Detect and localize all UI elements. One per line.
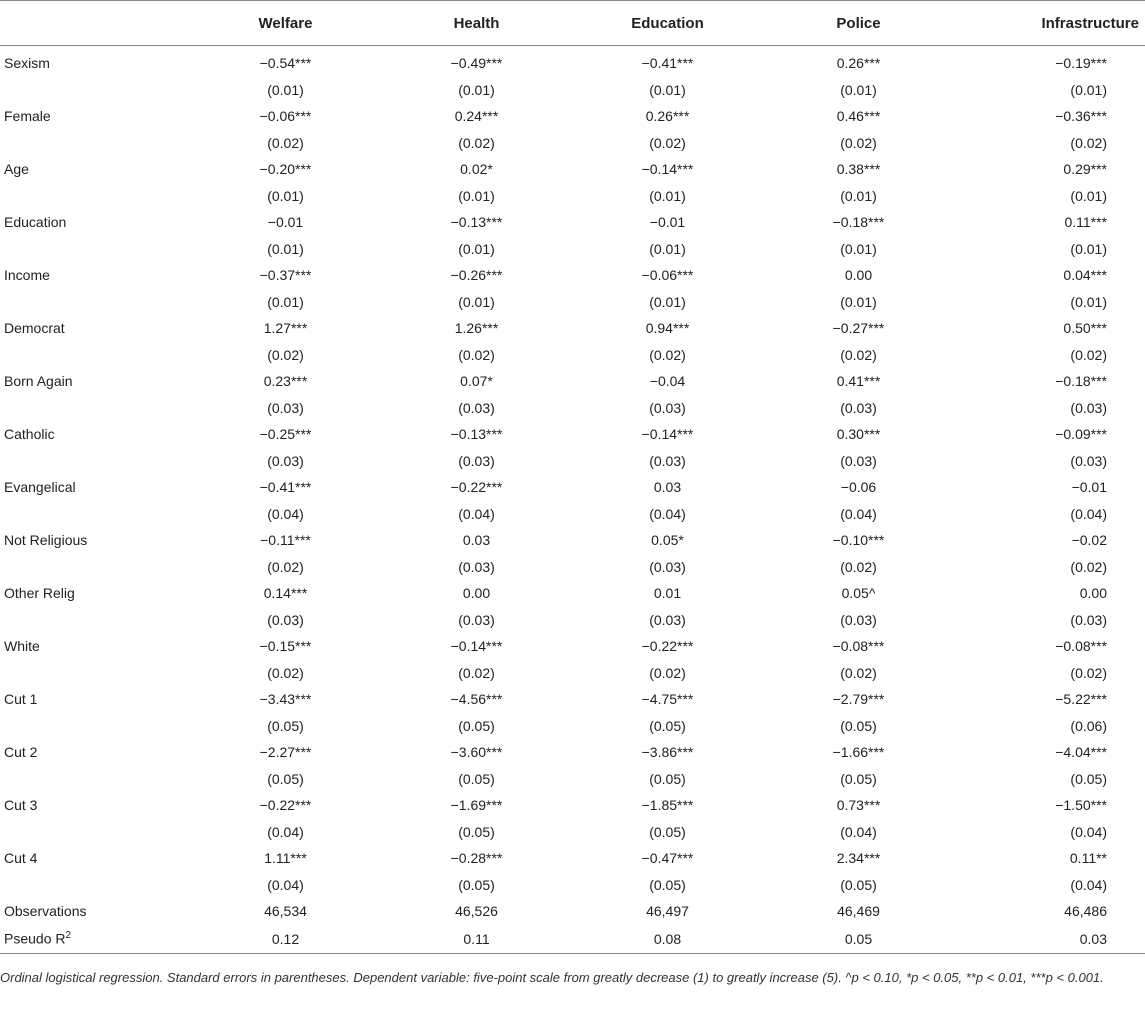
table-cell: (0.05) (1070, 770, 1107, 787)
table-cell: (0.01) (458, 187, 495, 204)
table-cell: (0.05) (458, 876, 495, 893)
row-label (0, 156, 190, 183)
table-cell: −2.79*** (832, 691, 885, 708)
table-header-row (0, 1, 1145, 46)
row-label (0, 819, 190, 846)
row-label (0, 872, 190, 899)
table-cell: −0.28*** (450, 850, 503, 867)
table-row (0, 209, 1145, 236)
table-row (0, 607, 1145, 634)
table-row (0, 46, 1145, 77)
table-cell: (0.02) (840, 664, 877, 681)
row-label-superscript: 2 (65, 930, 72, 942)
table-cell: 0.05^ (841, 585, 876, 602)
table-cell: 46,469 (837, 903, 880, 920)
table-cell: (0.02) (458, 346, 495, 363)
row-label-text: Observations (4, 903, 87, 920)
table-cell: (0.03) (649, 452, 686, 469)
table-cell: −0.18*** (1055, 373, 1107, 390)
table-cell: 0.03 (954, 925, 1145, 954)
table-row (0, 77, 1145, 104)
table-cell: (0.01) (840, 81, 877, 98)
table-cell: (0.01) (649, 81, 686, 98)
table-cell: (0.05) (458, 770, 495, 787)
row-label (0, 77, 190, 104)
table-cell: (0.01) (1070, 187, 1107, 204)
table-cell: −3.60*** (450, 744, 503, 761)
table-cell: (0.01) (1070, 293, 1107, 310)
table-row (0, 103, 1145, 130)
table-cell: 0.00 (462, 585, 491, 602)
row-label (0, 739, 190, 766)
row-label (0, 660, 190, 687)
table-row (0, 262, 1145, 289)
table-row (0, 925, 1145, 954)
table-row (0, 633, 1145, 660)
table-cell: (0.04) (840, 823, 877, 840)
table-row (0, 766, 1145, 793)
table-cell: (0.03) (458, 558, 495, 575)
table-cell: (0.01) (1070, 81, 1107, 98)
row-label-text: Evangelical (4, 479, 76, 496)
row-label-text: Other Relig (4, 585, 75, 602)
row-label-text: Cut 1 (4, 691, 38, 708)
table-cell: (0.03) (649, 558, 686, 575)
row-label (0, 792, 190, 819)
table-cell: (0.01) (649, 293, 686, 310)
table-cell: (0.02) (267, 664, 304, 681)
column-header-stub (0, 1, 190, 46)
table-cell: −0.20*** (259, 161, 312, 178)
table-cell: −0.37*** (259, 267, 312, 284)
table-cell: (0.01) (649, 187, 686, 204)
table-row (0, 660, 1145, 687)
table-cell: (0.02) (1070, 134, 1107, 151)
table-cell: (0.02) (1070, 558, 1107, 575)
table-cell: −4.04*** (1055, 744, 1107, 761)
table-cell: −3.86*** (641, 744, 694, 761)
table-cell: −5.22*** (1055, 691, 1107, 708)
table-row (0, 421, 1145, 448)
table-cell: −0.08*** (1055, 638, 1107, 655)
row-label-text: Cut 4 (4, 850, 38, 867)
table-cell: −0.02 (1071, 532, 1107, 549)
table-cell: (0.03) (458, 452, 495, 469)
table-cell: 46,497 (646, 903, 689, 920)
row-label-text: Not Religious (4, 532, 88, 549)
row-label (0, 501, 190, 528)
table-cell: (0.03) (458, 611, 495, 628)
table-cell: −0.13*** (450, 214, 503, 231)
table-cell: 0.00 (1079, 585, 1107, 602)
table-cell: 0.03 (653, 479, 682, 496)
table-cell: (0.05) (267, 770, 304, 787)
table-cell: −0.54*** (259, 55, 312, 72)
table-row (0, 474, 1145, 501)
table-row (0, 580, 1145, 607)
table-cell: (0.02) (458, 134, 495, 151)
table-cell: −0.36*** (1055, 108, 1107, 125)
table-cell: (0.05) (649, 717, 686, 734)
table-cell: −0.15*** (259, 638, 312, 655)
table-row (0, 686, 1145, 713)
row-label-text: Cut 2 (4, 744, 38, 761)
table-cell: (0.02) (649, 134, 686, 151)
table-cell: (0.05) (649, 823, 686, 840)
table-cell: (0.05) (840, 717, 877, 734)
table-cell: 0.11** (1069, 850, 1107, 867)
table-cell: 0.38*** (836, 161, 881, 178)
table-cell: (0.03) (840, 452, 877, 469)
table-cell: −0.26*** (450, 267, 503, 284)
table-cell: 1.26*** (454, 320, 499, 337)
table-cell: (0.03) (267, 611, 304, 628)
row-label (0, 474, 190, 501)
table-cell: (0.05) (840, 770, 877, 787)
table-row (0, 289, 1145, 316)
table-row (0, 501, 1145, 528)
row-label (0, 766, 190, 793)
table-cell: (0.05) (458, 823, 495, 840)
table-row (0, 792, 1145, 819)
row-label-text: Education (4, 214, 67, 231)
row-label-text: Pseudo R (4, 930, 66, 947)
table-cell: 46,486 (1064, 903, 1107, 920)
table-cell: −1.85*** (641, 797, 694, 814)
row-label-text: Cut 3 (4, 797, 38, 814)
table-row (0, 845, 1145, 872)
table-cell: 0.01 (653, 585, 682, 602)
table-cell: 0.05 (763, 925, 954, 954)
table-row (0, 713, 1145, 740)
table-cell: (0.05) (649, 876, 686, 893)
table-cell: 0.23*** (263, 373, 308, 390)
table-cell: −2.27*** (259, 744, 312, 761)
table-row (0, 315, 1145, 342)
row-label-text: White (4, 638, 40, 655)
row-label (0, 713, 190, 740)
table-cell: (0.01) (649, 240, 686, 257)
table-cell: (0.05) (649, 770, 686, 787)
table-cell: 0.11*** (1064, 214, 1107, 231)
table-cell: −0.22*** (450, 479, 503, 496)
row-label (0, 925, 190, 954)
table-cell: 0.11 (381, 925, 572, 954)
table-cell: −0.22*** (641, 638, 694, 655)
table-cell: −0.01 (1071, 479, 1107, 496)
table-cell: (0.04) (1070, 823, 1107, 840)
row-label (0, 289, 190, 316)
table-cell: −0.10*** (832, 532, 885, 549)
table-cell: (0.04) (458, 505, 495, 522)
table-cell: (0.04) (267, 876, 304, 893)
table-cell: 46,534 (264, 903, 307, 920)
row-label (0, 607, 190, 634)
table-cell: (0.03) (267, 399, 304, 416)
row-label (0, 315, 190, 342)
table-cell: 1.27*** (263, 320, 308, 337)
table-cell: −3.43*** (259, 691, 312, 708)
table-cell: −0.14*** (450, 638, 503, 655)
table-row (0, 872, 1145, 899)
table-cell: 46,526 (455, 903, 498, 920)
table-cell: (0.01) (458, 240, 495, 257)
table-cell: (0.02) (267, 346, 304, 363)
table-cell: 0.50*** (1063, 320, 1107, 337)
table-cell: 0.14*** (263, 585, 308, 602)
table-cell: −0.09*** (1055, 426, 1107, 443)
row-label-text: Democrat (4, 320, 65, 337)
table-cell: (0.03) (649, 399, 686, 416)
table-cell: −0.41*** (259, 479, 312, 496)
table-cell: (0.03) (1070, 452, 1107, 469)
table-row (0, 183, 1145, 210)
row-label (0, 130, 190, 157)
row-label (0, 236, 190, 263)
row-label (0, 554, 190, 581)
table-cell: −0.08*** (832, 638, 885, 655)
table-cell: (0.01) (267, 240, 304, 257)
table-cell: 0.46*** (836, 108, 881, 125)
row-label (0, 633, 190, 660)
table-cell: 0.02* (460, 161, 493, 178)
table-cell: −1.66*** (832, 744, 885, 761)
table-row (0, 342, 1145, 369)
row-label (0, 368, 190, 395)
table-body (0, 46, 1145, 954)
row-label (0, 209, 190, 236)
column-header: Health (381, 1, 572, 46)
table-row (0, 819, 1145, 846)
table-cell: (0.02) (1070, 664, 1107, 681)
table-cell: (0.02) (267, 134, 304, 151)
table-row (0, 156, 1145, 183)
table-cell: −0.49*** (450, 55, 503, 72)
table-cell: (0.03) (1070, 399, 1107, 416)
row-label (0, 580, 190, 607)
table-cell: −4.56*** (450, 691, 503, 708)
table-cell: −0.06*** (259, 108, 312, 125)
row-label (0, 898, 190, 925)
table-cell: 0.30*** (836, 426, 881, 443)
row-label (0, 262, 190, 289)
table-cell: −0.47*** (641, 850, 694, 867)
table-cell: (0.04) (1070, 876, 1107, 893)
table-cell: 0.04*** (1063, 267, 1107, 284)
row-label-text: Income (4, 267, 50, 284)
table-cell: (0.03) (267, 452, 304, 469)
table-cell: 0.73*** (836, 797, 881, 814)
table-cell: 0.03 (462, 532, 491, 549)
table-row (0, 527, 1145, 554)
table-cell: −0.19*** (1055, 55, 1107, 72)
table-cell: 0.29*** (1063, 161, 1107, 178)
table-cell: 2.34*** (836, 850, 881, 867)
table-cell: 0.07* (460, 373, 493, 390)
table-row (0, 448, 1145, 475)
table-cell: (0.01) (458, 293, 495, 310)
table-cell: (0.04) (267, 505, 304, 522)
table-cell: 0.24*** (454, 108, 499, 125)
row-label (0, 448, 190, 475)
table-cell: 0.94*** (645, 320, 690, 337)
row-label (0, 46, 190, 77)
table-cell: (0.03) (840, 399, 877, 416)
table-cell: −0.01 (267, 214, 304, 231)
table-cell: −0.25*** (259, 426, 312, 443)
column-header: Education (572, 1, 763, 46)
table-cell: 0.08 (572, 925, 763, 954)
row-label (0, 527, 190, 554)
row-label (0, 845, 190, 872)
table-cell: −4.75*** (641, 691, 694, 708)
table-cell: −0.13*** (450, 426, 503, 443)
table-cell: 0.26*** (836, 55, 881, 72)
table-cell: (0.04) (267, 823, 304, 840)
table-cell: (0.02) (267, 558, 304, 575)
table-cell: (0.04) (1070, 505, 1107, 522)
table-cell: 0.05* (651, 532, 684, 549)
table-cell: (0.05) (267, 717, 304, 734)
row-label (0, 342, 190, 369)
column-header: Infrastructure (954, 1, 1145, 46)
table-cell: 0.41*** (836, 373, 881, 390)
table-row (0, 554, 1145, 581)
table-row (0, 739, 1145, 766)
column-header: Welfare (190, 1, 381, 46)
table-cell: (0.01) (267, 187, 304, 204)
table-cell: (0.03) (649, 611, 686, 628)
table-footnote: Ordinal logistical regression. Standard errors in parentheses. Dependent variable: five-point scale from greatly decrease (1) to greatly increase (5). ^p < 0.10, *p < 0.05, **p < 0.01, ***p < 0.001. (0, 970, 1104, 985)
row-label (0, 395, 190, 422)
row-label (0, 686, 190, 713)
table-cell: (0.01) (840, 240, 877, 257)
row-label-text: Born Again (4, 373, 73, 390)
column-header: Police (763, 1, 954, 46)
table-cell: −0.04 (649, 373, 686, 390)
table-cell: (0.01) (840, 293, 877, 310)
table-cell: −1.69*** (450, 797, 503, 814)
row-label (0, 421, 190, 448)
row-label-text: Female (4, 108, 51, 125)
table-row (0, 236, 1145, 263)
table-cell: (0.05) (458, 717, 495, 734)
table-cell: −0.18*** (832, 214, 885, 231)
table-row (0, 368, 1145, 395)
table-cell: (0.02) (1070, 346, 1107, 363)
table-cell: (0.01) (267, 293, 304, 310)
table-cell: 0.12 (190, 925, 381, 954)
table-cell: −0.01 (649, 214, 686, 231)
row-label-text: Age (4, 161, 29, 178)
row-label (0, 183, 190, 210)
table-row (0, 395, 1145, 422)
table-cell: (0.02) (840, 346, 877, 363)
table-row (0, 130, 1145, 157)
table-cell: −0.14*** (641, 426, 694, 443)
table-cell: (0.04) (840, 505, 877, 522)
table-cell: (0.03) (840, 611, 877, 628)
table-cell: (0.01) (1070, 240, 1107, 257)
row-label-text: Catholic (4, 426, 55, 443)
table-cell: 0.26*** (645, 108, 690, 125)
table-cell: (0.01) (840, 187, 877, 204)
table-cell: (0.02) (649, 346, 686, 363)
table-cell: −0.06*** (641, 267, 694, 284)
table-cell: −0.27*** (832, 320, 885, 337)
table-cell: −0.22*** (259, 797, 312, 814)
table-cell: (0.06) (1070, 717, 1107, 734)
table-cell: (0.02) (840, 134, 877, 151)
table-cell: (0.02) (649, 664, 686, 681)
table-cell: (0.05) (840, 876, 877, 893)
table-cell: (0.04) (649, 505, 686, 522)
table-cell: 1.11*** (264, 850, 307, 867)
table-cell: (0.03) (1070, 611, 1107, 628)
table-cell: −0.14*** (641, 161, 694, 178)
table-cell: (0.03) (458, 399, 495, 416)
table-cell: (0.01) (458, 81, 495, 98)
row-label-text: Sexism (4, 55, 50, 72)
table-cell: (0.01) (267, 81, 304, 98)
table-cell: −0.06 (840, 479, 877, 496)
row-label (0, 103, 190, 130)
table-row (0, 898, 1145, 925)
table-cell: (0.02) (458, 664, 495, 681)
table-cell: −0.41*** (641, 55, 694, 72)
table-cell: −0.11*** (260, 532, 311, 549)
table-cell: 0.00 (844, 267, 873, 284)
table-cell: −1.50*** (1055, 797, 1107, 814)
table-cell: (0.02) (840, 558, 877, 575)
